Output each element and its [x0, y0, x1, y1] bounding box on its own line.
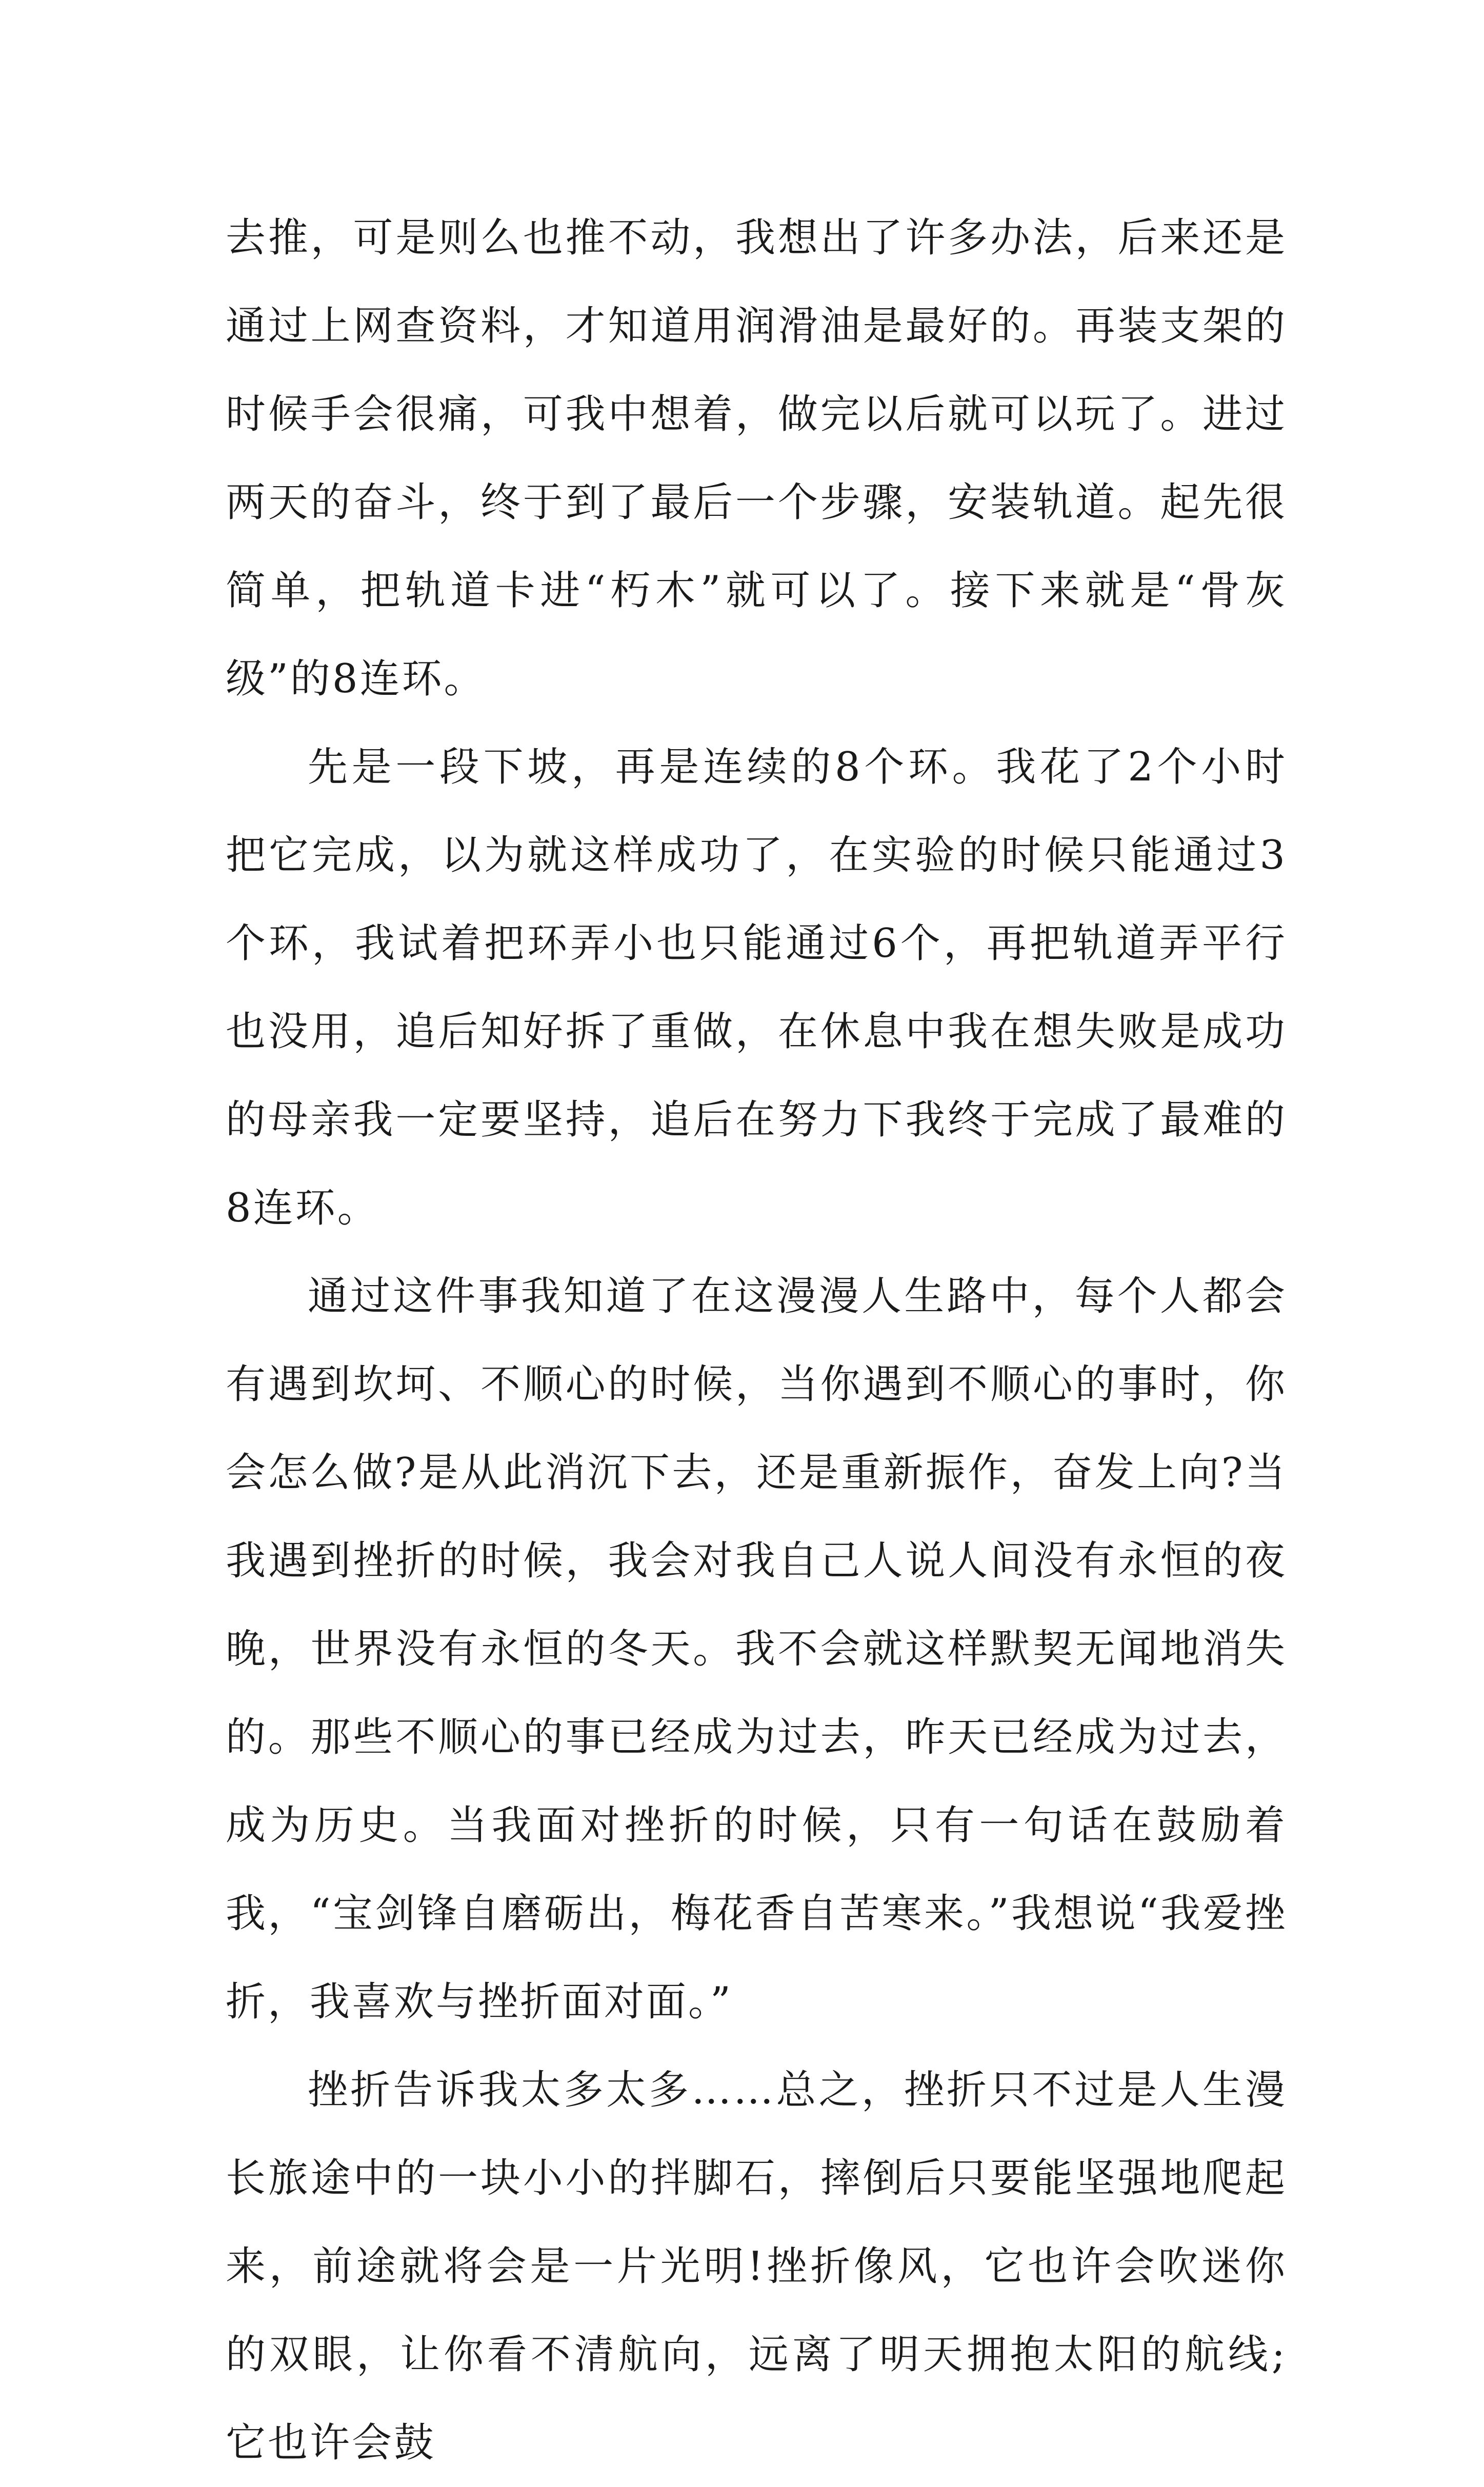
paragraph-3: 通过这件事我知道了在这漫漫人生路中，每个人都会有遇到坎坷、不顺心的时候，当你遇到不顺心的事时，你会怎么做?是从此消沉下去，还是重新振作，奋发上向?当我遇到挫折的时候，我会对我自己人说人间没有永恒的夜晚，世界没有永恒的冬天。我不会就这样默契无闻地消失的。那些不顺心的事已经成为过去，昨天已经成为过去，成为历史。当我面对挫折的时候，只有一句话在鼓励着我，“宝剑锋自磨砺出，梅花香自苦寒来。”我想说“我爱挫折，我喜欢与挫折面对面。”: [226, 1273, 1287, 2025]
article-body: [226, 194, 1287, 2487]
paragraph-1: 去推，可是则么也推不动，我想出了许多办法，后来还是通过上网查资料，才知道用润滑油是最好的。再装支架的时候手会很痛，可我中想着，做完以后就可以玩了。进过两天的奋斗，终于到了最后一个步骤，安装轨道。起先很简单，把轨道卡进“朽木”就可以了。接下来就是“骨灰级”的8连环。: [226, 215, 1287, 702]
paragraph-4: 挫折告诉我太多太多……总之，挫折只不过是人生漫长旅途中的一块小小的拌脚石，摔倒后只要能坚强地爬起来，前途就将会是一片光明!挫折像风，它也许会吹迷你的双眼，让你看不清航向，远离了明天拥抱太阳的航线;它也许会鼓: [226, 2067, 1287, 2466]
paragraph-2: 先是一段下坡，再是连续的8个环。我花了2个小时把它完成，以为就这样成功了，在实验的时候只能通过3个环，我试着把环弄小也只能通过6个，再把轨道弄平行也没用，追后知好拆了重做，在休息中我在想失败是成功的母亲我一定要坚持，追后在努力下我终于完成了最难的8连环。: [226, 744, 1287, 1231]
